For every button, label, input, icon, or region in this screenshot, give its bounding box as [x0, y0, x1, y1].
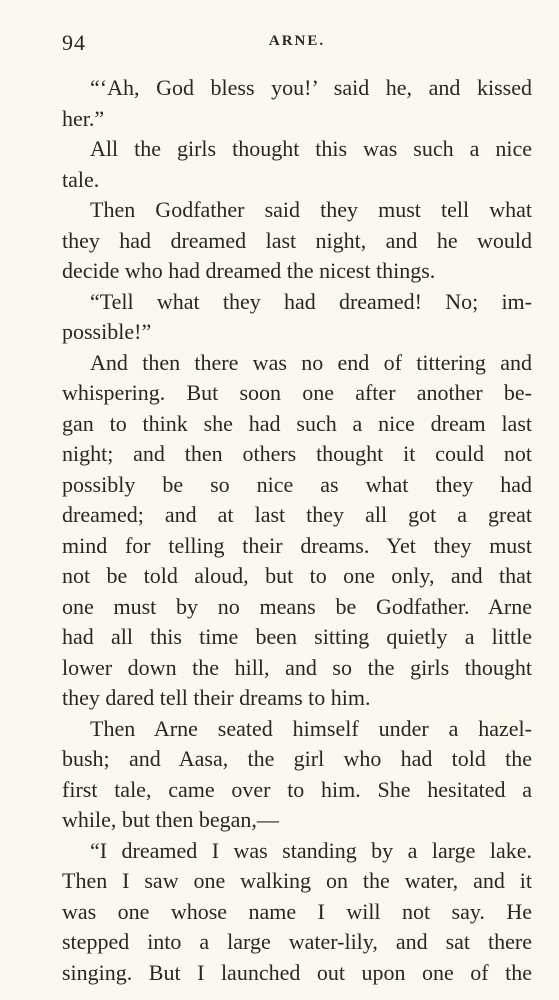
text-line: mind for telling their dreams. Yet they must — [62, 532, 532, 558]
text-line: bush; and Aasa, the girl who had told the — [62, 746, 532, 771]
text-line: possibly be so nice as what they had — [62, 471, 532, 497]
page-number: 94 — [62, 30, 86, 55]
text-line: first tale, came over to him. She hesitated a — [62, 776, 532, 802]
text-line: they dared tell their dreams to him. — [62, 685, 371, 710]
text-line: tale. — [62, 166, 100, 192]
text-line: they had dreamed last night, and he would — [62, 227, 532, 253]
text-line: Then Godfather said they must tell what — [90, 197, 532, 222]
running-head: ARNE. — [268, 33, 326, 49]
text-line: lower down the hill, and so the girls thought — [62, 654, 532, 680]
text-line: had all this time been sitting quietly a little — [62, 624, 532, 649]
text-line: whispering. But soon one after another be- — [62, 380, 532, 405]
page-header — [62, 30, 532, 60]
text-line: singing. But I launched out upon one of the — [62, 959, 532, 985]
text-line: night; and then others thought it could not — [62, 441, 532, 466]
text-line: “I dreamed I was standing by a large lake. — [90, 837, 532, 863]
text-line: not be told aloud, but to one only, and that — [62, 563, 532, 588]
text-line: Then Arne seated himself under a hazel- — [90, 715, 532, 741]
text-line: was one whose name I will not say. He — [62, 898, 532, 924]
text-line: while, but then began,— — [62, 807, 279, 832]
text-line: dreamed; and at last they all got a great — [62, 502, 532, 527]
text-line: All the girls thought this was such a nice — [90, 136, 532, 161]
text-line: “‘Ah, God bless you!’ said he, and kissed — [90, 75, 532, 100]
text-line: stepped into a large water-lily, and sat there — [62, 929, 532, 954]
text-line: gan to think she had such a nice dream last — [62, 410, 532, 436]
text-line: decide who had dreamed the nicest things. — [62, 258, 436, 283]
text-line: “Tell what they had dreamed! No; im- — [90, 288, 532, 314]
text-line: And then there was no end of tittering and — [90, 349, 532, 375]
text-line: Then I saw one walking on the water, and it — [62, 868, 532, 893]
text-line: possible!” — [62, 319, 152, 344]
body-text — [62, 73, 532, 988]
text-line: one must by no means be Godfather. Arne — [62, 593, 532, 619]
text-line: her.” — [62, 105, 105, 131]
